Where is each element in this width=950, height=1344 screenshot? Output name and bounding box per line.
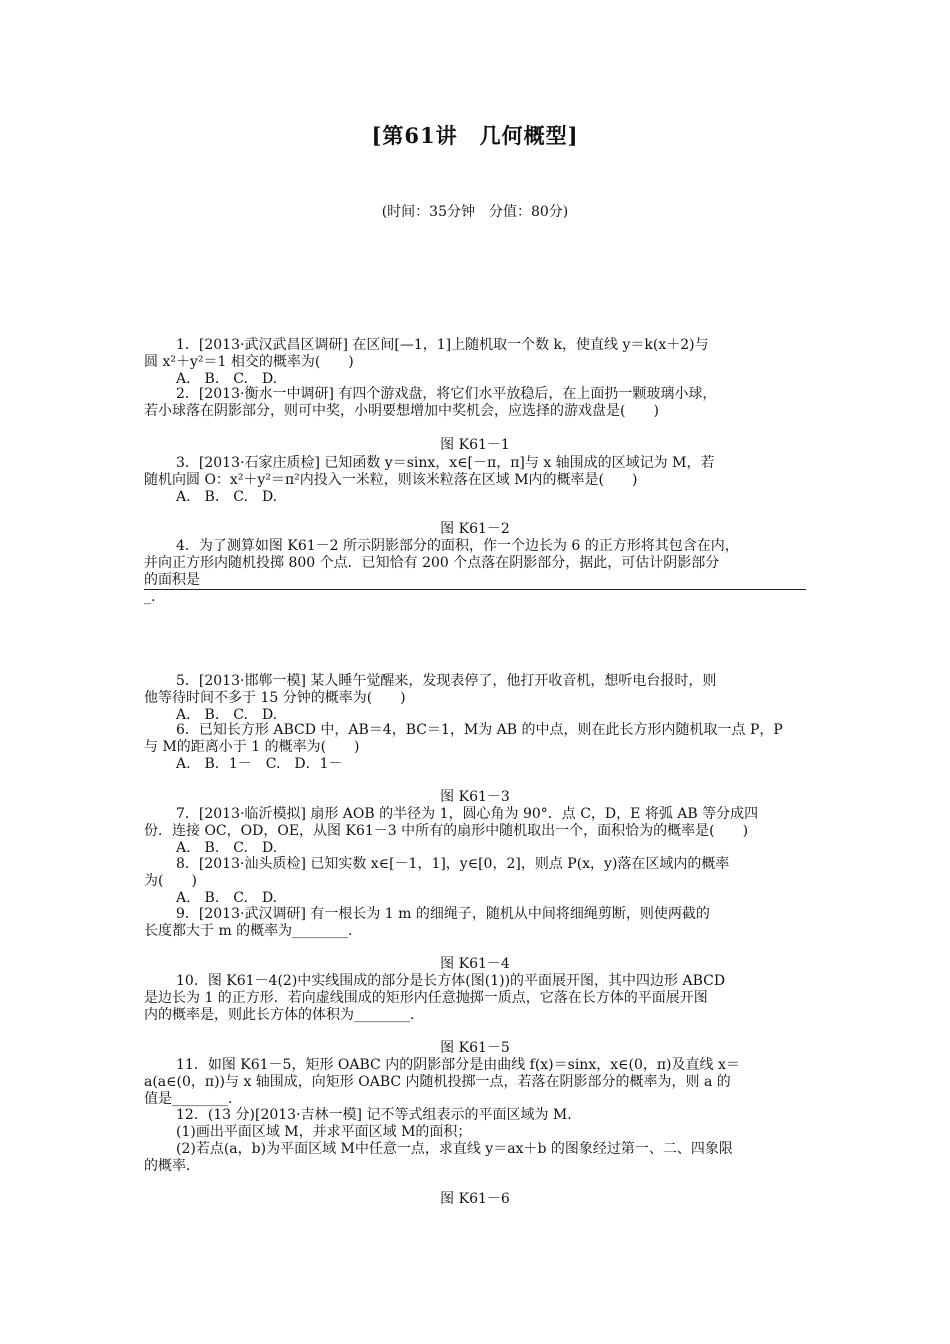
problem-line: A. B. C. D. (176, 489, 278, 505)
problem-line: A. B. C. D. (176, 890, 278, 906)
problem-line: A. B. C. D. (176, 840, 278, 856)
problem-line: A. B．1－ C. D．1－ (176, 756, 343, 772)
problem-line: 5．[2013·邯郸一模] 某人睡午觉醒来，发现表停了，他打开收音机，想听电台报时，则 (176, 673, 717, 689)
problem-line: 若小球落在阴影部分，则可中奖，小明要想增加中奖机会，应选择的游戏盘是( ) (144, 403, 659, 419)
page-title: [第61讲 几何概型] (371, 123, 579, 148)
problem-line: 并向正方形内随机投掷 800 个点．已知恰有 200 个点落在阴影部分，据此，可估计阴影部分 (144, 555, 720, 571)
problem-line: (1)画出平面区域 M，并求平面区域 M的面积； (176, 1124, 472, 1140)
problem-line: 1．[2013·武汉武昌区调研] 在区间[—1，1]上随机取一个数 k，使直线 y＝k(x＋2)与 (176, 337, 709, 353)
problem-line: 随机向圆 O：x²＋y²＝π²内投入一米粒，则该米粒落在区域 M内的概率是( ) (144, 472, 638, 488)
problem-line: A. B. C. D. (176, 707, 278, 723)
problem-line: 他等待时间不多于 15 分钟的概率为( ) (144, 690, 406, 706)
problem-line: 11．如图 K61－5，矩形 OABC 内的阴影部分是由曲线 f(x)＝sinx，x∈(0，π)及直线 x＝ (176, 1057, 740, 1073)
problem-line: 2．[2013·衡水一中调研] 有四个游戏盘，将它们水平放稳后，在上面扔一颗玻璃小球， (176, 386, 717, 402)
problem-line: 12．(13 分)[2013·吉林一模] 记不等式组表示的平面区域为 M. (176, 1107, 572, 1123)
problem-line: A. B. C. D. (176, 371, 278, 387)
problem-line: 9．[2013·武汉调研] 有一根长为 1 m 的细绳子，随机从中间将细绳剪断，则使两截的 (176, 906, 710, 922)
problem-line: (2)若点(a，b)为平面区域 M中任意一点，求直线 y＝ax＋b 的图象经过第一、二、四象限 (176, 1141, 733, 1157)
problem-line: 6．已知长方形 ABCD 中，AB＝4，BC＝1，M为 AB 的中点，则在此长方形内随机取一点 P，P (176, 722, 783, 738)
problem-line: a(a∈(0，π))与 x 轴围成，向矩形 OABC 内随机投掷一点，若落在阴影部分的概率为，则 a 的 (144, 1074, 731, 1090)
problem-line: 3．[2013·石家庄质检] 已知函数 y＝sinx，x∈[－π，π]与 x 轴围成的区域记为 M，若 (176, 455, 715, 471)
problem-line: 4．为了测算如图 K61－2 所示阴影部分的面积，作一个边长为 6 的正方形将其包含在内， (176, 538, 739, 554)
figure-caption: 图 K61－6 (440, 1191, 510, 1207)
problem-line: 10．图 K61－4(2)中实线围成的部分是长方体(图(1))的平面展开图，其中四边形 ABCD (176, 973, 726, 989)
problem-line: 是边长为 1 的正方形．若向虚线围成的矩形内任意抛掷一质点，它落在长方体的平面展开图 (144, 990, 708, 1006)
problem-line: 7．[2013·临沂模拟] 扇形 AOB 的半径为 1，圆心角为 90°．点 C，D，E 将弧 AB 等分成四 (176, 806, 759, 822)
problem-line: 圆 x²＋y²＝1 相交的概率为( ) (144, 354, 354, 370)
problem-line: 份．连接 OC，OD，OE，从图 K61－3 中所有的扇形中随机取出一个，面积恰为的概率是( ) (144, 823, 749, 839)
problem-line: _. (144, 589, 156, 605)
figure-caption: 图 K61－1 (440, 437, 510, 453)
problem-line: 的概率． (144, 1158, 200, 1174)
problem-line: 长度都大于 m 的概率为________． (144, 923, 363, 939)
problem-line: 与 M的距离小于 1 的概率为( ) (144, 739, 360, 755)
figure-caption: 图 K61－5 (440, 1040, 510, 1056)
figure-caption: 图 K61－2 (440, 521, 510, 537)
problem-line: 为( ) (144, 873, 197, 889)
figure-caption: 图 K61－4 (440, 956, 510, 972)
figure-caption: 图 K61－3 (440, 789, 510, 805)
time-score-info: (时间：35分钟 分值：80分) (381, 204, 569, 220)
problem-line: 值是________． (144, 1091, 242, 1107)
problem-line: 内的概率是，则此长方体的体积为________． (144, 1007, 424, 1023)
problem-line: 8．[2013·汕头质检] 已知实数 x∈[－1，1]，y∈[0，2]，则点 P(x，y)落在区域内的概率 (176, 856, 730, 872)
problem-line: 的面积是 (144, 572, 806, 590)
